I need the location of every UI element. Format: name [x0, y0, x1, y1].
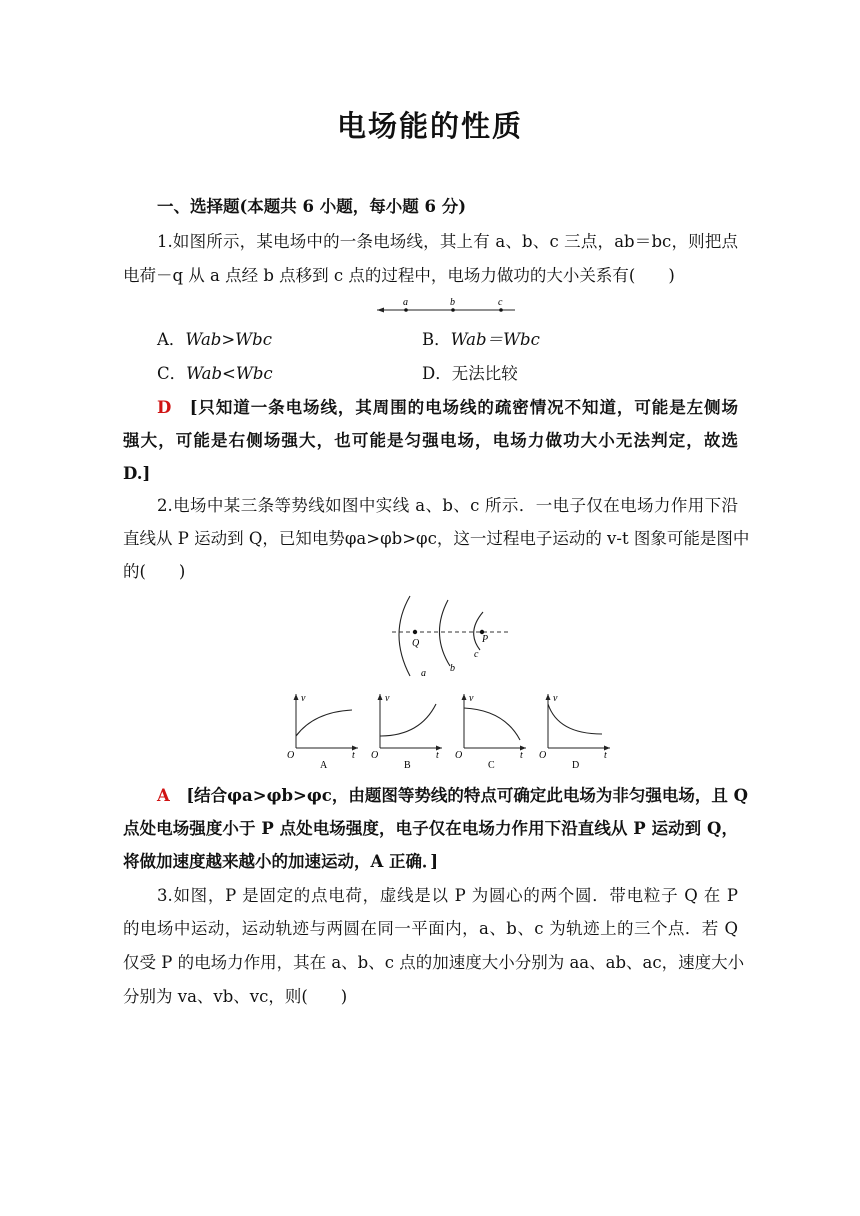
q1-answer: D — [157, 398, 172, 417]
axis-v-label: v — [385, 693, 390, 704]
axis-origin-label: O — [371, 750, 379, 761]
graph-label: A — [320, 760, 328, 770]
option-letter: B． — [422, 330, 451, 349]
q1-label-b: b — [450, 297, 455, 308]
axis-origin-label: O — [455, 750, 463, 761]
page-title: 电场能的性质 — [336, 109, 523, 143]
graph-label: D — [572, 760, 580, 770]
axis-v-label: v — [469, 693, 474, 704]
q1-option-d — [422, 364, 518, 384]
q2-line-3: 的( ) — [123, 562, 186, 581]
axis-t-label: t — [436, 750, 439, 761]
q3-line-2: 的电场中运动，运动轨迹与两圆在同一平面内，a、b、c 为轨迹上的三个点．若 Q — [123, 919, 738, 938]
q2-vt-graph-a — [286, 690, 362, 770]
q2-line-1: 2.电场中某三条等势线如图中实线 a、b、c 所示．一电子仅在电场力作用下沿 — [157, 496, 738, 515]
q2-label-b: b — [450, 663, 455, 674]
q2-answer: A — [157, 786, 170, 805]
option-letter: D． — [422, 364, 452, 383]
q1-explanation-1 — [157, 398, 738, 418]
q2-explanation-3: 将做加速度越来越小的加速运动，A 正确．] — [123, 852, 439, 871]
q2-vt-graph-c — [454, 690, 530, 770]
q1-option-c — [157, 364, 273, 384]
option-text: Wab＝Wbc — [450, 330, 540, 349]
graph-label: B — [404, 760, 411, 770]
q2-vt-graph-d — [538, 690, 614, 770]
q2-label-a: a — [421, 668, 426, 679]
q2-vt-graph-b — [370, 690, 446, 770]
q1-option-b — [422, 330, 540, 350]
axis-v-label: v — [553, 693, 558, 704]
q1-line-1: 1.如图所示，某电场中的一条电场线，其上有 a、b、c 三点，ab＝bc，则把点 — [157, 232, 738, 251]
q2-explanation-1 — [157, 786, 748, 806]
axis-origin-label: O — [287, 750, 295, 761]
q2-equipotential-figure — [388, 594, 513, 680]
q1-explanation-3: D.] — [123, 464, 151, 483]
q1-exp-text: [只知道一条电场线，其周围的电场线的疏密情况不知道，可能是左侧场 — [189, 398, 738, 417]
q1-line-2: 电荷－q 从 a 点经 b 点移到 c 点的过程中，电场力做功的大小关系有( ) — [123, 266, 675, 285]
q2-label-q: Q — [412, 638, 420, 649]
axis-t-label: t — [520, 750, 523, 761]
q2-line-2: 直线从 P 运动到 Q，已知电势φa>φb>φc，这一过程电子运动的 v-t 图象可能是图中 — [123, 529, 750, 548]
option-text: Wab>Wbc — [185, 330, 272, 349]
q2-exp-text: [结合φa>φb>φc，由题图等势线的特点可确定此电场为非匀强电场，且 Q — [186, 786, 748, 805]
axis-t-label: t — [352, 750, 355, 761]
q1-label-a: a — [403, 297, 408, 308]
option-letter: A． — [157, 330, 186, 349]
option-text: 无法比较 — [451, 364, 518, 383]
option-letter: C． — [157, 364, 187, 383]
q1-label-c: c — [498, 297, 503, 308]
q3-line-4: 分别为 va、vb、vc，则( ) — [123, 987, 348, 1006]
section-heading: 一、选择题(本题共 6 小题，每小题 6 分) — [157, 197, 467, 216]
q3-line-3: 仅受 P 的电场力作用，其在 a、b、c 点的加速度大小分别为 aa、ab、ac，速度大小 — [123, 953, 745, 972]
q1-option-a — [157, 330, 272, 350]
graph-label: C — [488, 760, 495, 770]
q1-explanation-2: 强大，可能是右侧场强大，也可能是匀强电场，电场力做功大小无法判定，故选 — [123, 431, 738, 450]
q1-field-line-figure — [373, 296, 518, 316]
q2-explanation-2: 点处电场强度小于 P 点处电场强度，电子仅在电场力作用下沿直线从 P 运动到 Q， — [123, 819, 738, 838]
q2-label-p: P — [482, 634, 489, 645]
axis-t-label: t — [604, 750, 607, 761]
option-text: Wab<Wbc — [186, 364, 273, 383]
axis-v-label: v — [301, 693, 306, 704]
q3-line-1: 3.如图，P 是固定的点电荷，虚线是以 P 为圆心的两个圆．带电粒子 Q 在 P — [157, 886, 738, 905]
q2-label-c: c — [474, 649, 479, 660]
axis-origin-label: O — [539, 750, 547, 761]
